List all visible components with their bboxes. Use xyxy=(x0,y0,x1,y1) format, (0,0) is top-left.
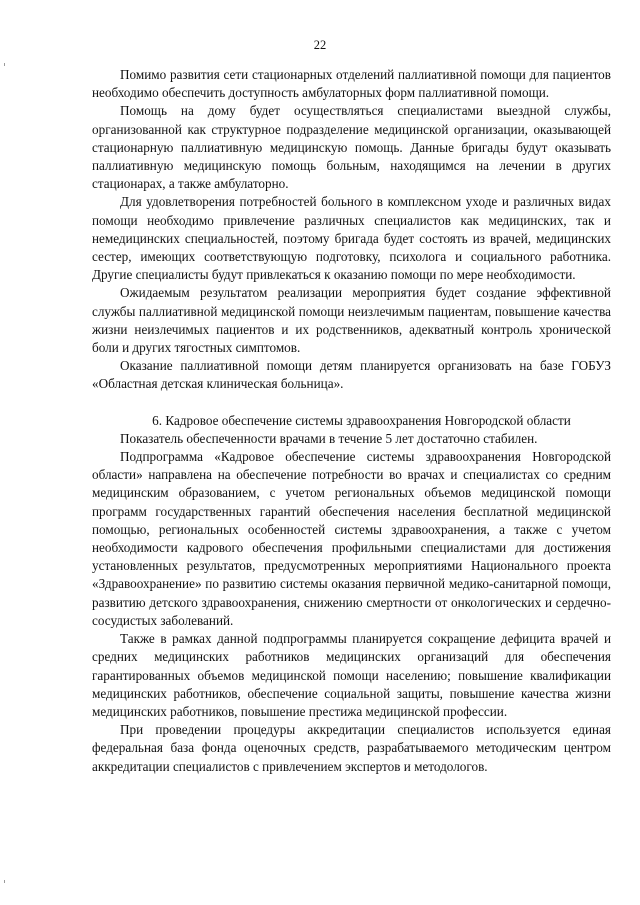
page-number: 22 xyxy=(313,38,327,52)
paragraph-deficit-reduction: Также в рамках данной подпрограммы планируется сокращение дефицита врачей и средних медицинских работников медицинских организаций для обеспечения гарантированных объемов медицинской помощи населению; повышение квалификации медицинских работников, обеспечение социальной защиты, повышение качества жизни медицинских работников, повышение престижа медицинской профессии. xyxy=(92,631,611,719)
paragraph-children-palliative: Оказание паллиативной помощи детям планируется организовать на базе ГОБУЗ «Областная детская клиническая больница». xyxy=(92,358,611,392)
paragraph-subprogram: Подпрограмма «Кадровое обеспечение системы здравоохранения Новгородской области» направлена на обеспечение потребности во врачах и специалистах со средним медицинским образованием, с учетом региональных объемов медицинской помощи программ государственных гарантий обеспечения населения бесплатной медицинской помощью, региональных особенностей системы здравоохранения, а также с учетом необходимости кадрового обеспечения профильными специалистами для достижения установленных результатов, предусмотренных мероприятиями Национального проекта «Здравоохранение» по развитию системы оказания первичной медико-санитарной помощи, развитию детского здравоохранения, снижению смертности от онкологических и сердечно-сосудистых заболеваний. xyxy=(92,449,611,628)
paragraph-ambulatory-palliative: Помимо развития сети стационарных отделений паллиативной помощи для пациентов необходимо обеспечить доступность амбулаторных форм паллиативной помощи. xyxy=(92,67,611,101)
paragraph-home-care: Помощь на дому будет осуществляться специалистами выездной службы, организованной как структурное подразделение медицинской организации, оказывающей стационарную паллиативную медицинскую помощь. Данные бригады будут оказывать паллиативную медицинскую помощь больным, находящимся на лечении в других стационарах, а также амбулаторно. xyxy=(92,103,611,192)
paragraph-expected-result: Ожидаемым результатом реализации мероприятия будет создание эффективной службы паллиативной медицинской помощи неизлечимым пациентам, повышение качества жизни неизлечимых пациентов и их родственников, адекватный контроль хронической боли и других тягостных симптомов. xyxy=(92,285,611,356)
scan-margin-mark-bottom xyxy=(4,880,5,883)
paragraph-specialists-team: Для удовлетворения потребностей больного в комплексном уходе и различных видах помощи необходимо привлечение различных специалистов как медицинских, так и немедицинских специальностей, поэтому бригада будет состоять из врачей, медицинских сестер, имеющих соответствующую подготовку, психолога и социального работника. Другие специалисты будут привлекаться к оказанию помощи по мере необходимости. xyxy=(92,194,611,283)
scan-margin-mark-top xyxy=(4,63,5,66)
paragraph-doctor-supply: Показатель обеспеченности врачами в течение 5 лет достаточно стабилен. xyxy=(120,430,538,446)
document-body xyxy=(92,66,611,776)
section-heading: 6. Кадровое обеспечение системы здравоохранения Новгородской области xyxy=(152,412,571,428)
paragraph-accreditation: При проведении процедуры аккредитации специалистов используется единая федеральная база фонда оценочных средств, разрабатываемого методическим центром аккредитации специалистов с привлечением экспертов и методологов. xyxy=(92,722,611,774)
